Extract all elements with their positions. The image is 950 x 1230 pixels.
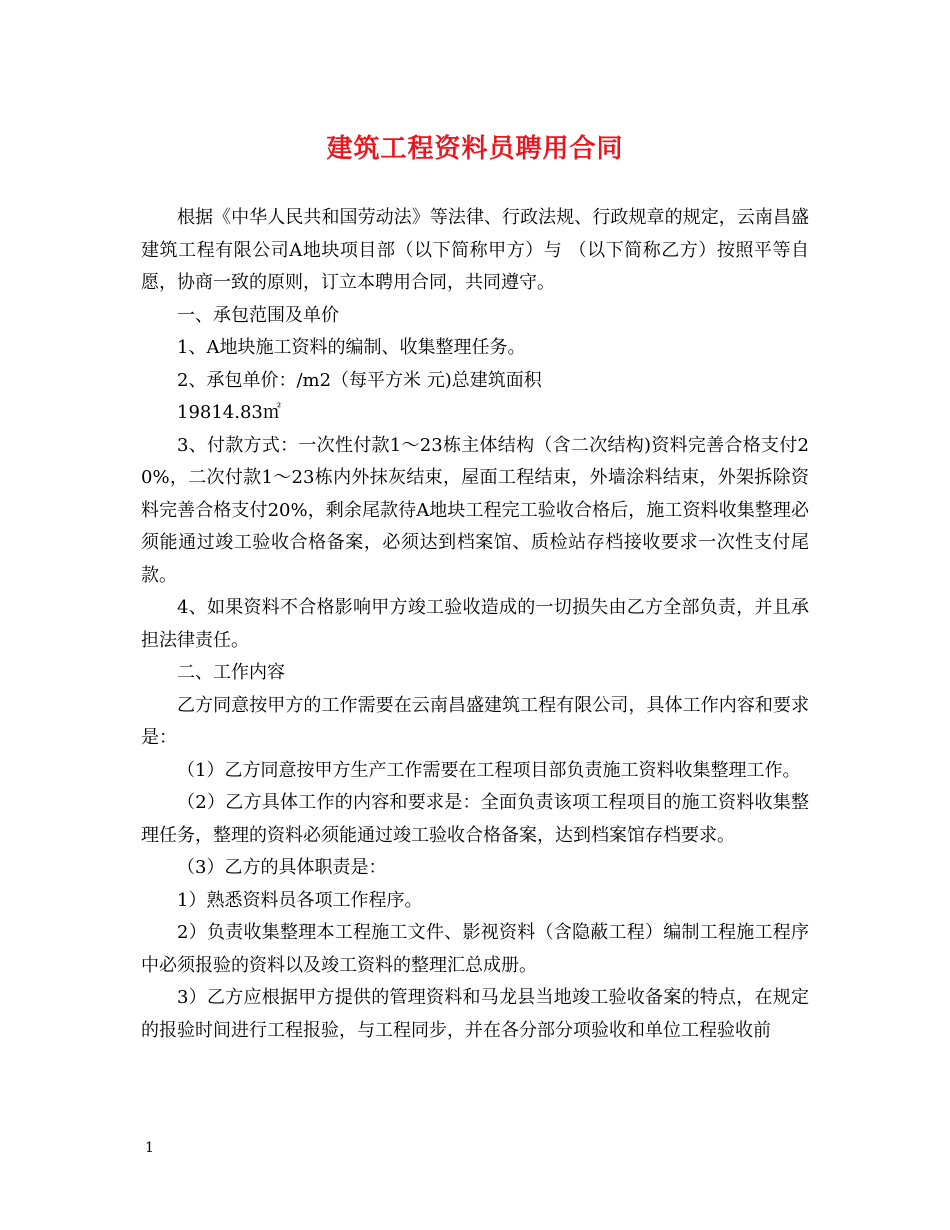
- paragraph-sub-3: （3）乙方的具体职责是：: [177, 857, 387, 878]
- paragraph-duty-1: 1）熟悉资料员各项工作程序。: [177, 889, 423, 911]
- document-body: [141, 202, 809, 1047]
- paragraph-item-4-liability: 4、如果资料不合格影响甲方竣工验收造成的一切损失由乙方全部负责，并且承担法律责任。: [141, 597, 809, 651]
- paragraph-duty-2: 2）负责收集整理本工程施工文件、影视资料（含隐蔽工程）编制工程施工程序中必须报验的资料以及竣工资料的整理汇总成册。: [141, 922, 809, 976]
- paragraph-item-3-payment: 3、付款方式：一次性付款1～23栋主体结构（含二次结构)资料完善合格支付20%，二次付款1～23栋内外抹灰结束，屋面工程结束，外墙涂料结束，外架拆除资料完善合格支付20%，剩余尾款待A地块工程完工验收合格后，施工资料收集整理必须能通过竣工验收合格备案，必须达到档案馆、质检站存档接收要求一次性支付尾款。: [141, 434, 809, 586]
- paragraph-preamble: 根据《中华人民共和国劳动法》等法律、行政法规、行政规章的规定，云南昌盛建筑工程有限公司A地块项目部（以下简称甲方）与 （以下简称乙方）按照平等自愿，协商一致的原则，订立本聘用合同，共同遵守。: [141, 207, 809, 293]
- page-number: 1: [145, 1140, 154, 1156]
- heading-scope-and-price: 一、承包范围及单价: [177, 304, 339, 326]
- document-title: 建筑工程资料员聘用合同: [326, 134, 624, 164]
- paragraph-sub-1: （1）乙方同意按甲方生产工作需要在工程项目部负责施工资料收集整理工作。: [177, 759, 801, 781]
- paragraph-sub-2: （2）乙方具体工作的内容和要求是：全面负责该项工程项目的施工资料收集整理任务，整理的资料必须能通过竣工验收合格备案，达到档案馆存档要求。: [141, 792, 809, 846]
- paragraph-duty-3: 3）乙方应根据甲方提供的管理资料和马龙县当地竣工验收备案的特点，在规定的报验时间进行工程报验，与工程同步，并在各分部分项验收和单位工程验收前: [141, 987, 809, 1041]
- paragraph-item-2: 2、承包单价：/m2（每平方米 元)总建筑面积: [177, 369, 542, 391]
- paragraph-total-area: 19814.83㎡: [177, 402, 281, 423]
- paragraph-item-1: 1、A地块施工资料的编制、收集整理任务。: [177, 337, 526, 358]
- paragraph-work-intro: 乙方同意按甲方的工作需要在云南昌盛建筑工程有限公司，具体工作内容和要求是：: [141, 694, 809, 748]
- heading-work-content: 二、工作内容: [177, 662, 285, 683]
